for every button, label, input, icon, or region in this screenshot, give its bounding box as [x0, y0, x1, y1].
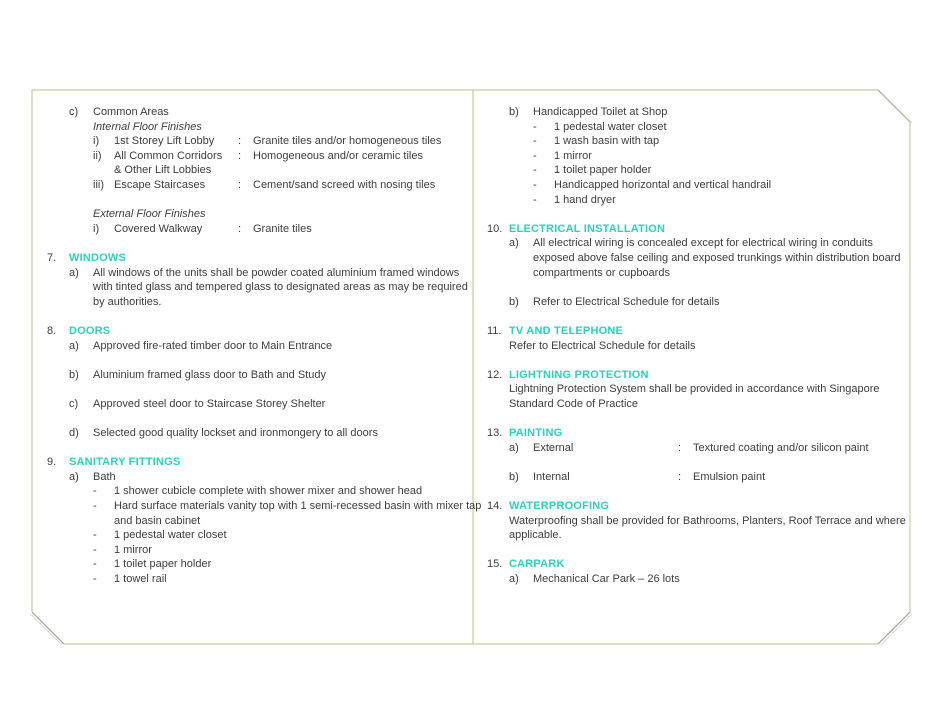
- line-text: 1 toilet paper holder: [554, 164, 652, 177]
- line-text: Bath: [93, 470, 116, 483]
- list-item: [487, 295, 911, 310]
- spec-value: Emulsion paint: [693, 470, 766, 483]
- list-item: [487, 236, 911, 251]
- line-text: 1 pedestal water closet: [114, 529, 227, 542]
- spec-value: Textured coating and/or silicon paint: [693, 441, 869, 454]
- section-title: WINDOWS: [69, 251, 127, 264]
- doc-line: [487, 397, 911, 412]
- section-title: PAINTING: [509, 427, 563, 440]
- doc-line: [47, 163, 471, 178]
- line-text: Internal Floor Finishes: [93, 120, 202, 133]
- line-text: All windows of the units shall be powder coated aluminium framed windows: [93, 266, 460, 279]
- list-item: [487, 120, 911, 135]
- line-text: Standard Code of Practice: [509, 397, 639, 410]
- line-text: Lightning Protection System shall be provided in accordance with Singapore: [509, 383, 880, 396]
- list-item: [47, 484, 471, 499]
- section-number: 15.: [487, 558, 503, 571]
- section-title: DOORS: [69, 324, 111, 337]
- list-item: [47, 266, 471, 281]
- item-marker: iii): [93, 178, 104, 191]
- line-text: Handicapped Toilet at Shop: [533, 106, 668, 118]
- section-heading: [47, 251, 471, 266]
- line-text: by authorities.: [93, 295, 162, 308]
- section-heading: [487, 368, 911, 383]
- list-item: [47, 543, 471, 558]
- list-item: [47, 105, 471, 120]
- blank-line: [47, 441, 471, 456]
- corner-cut-bottom-left: [32, 612, 64, 644]
- spec-label: Covered Walkway: [114, 222, 203, 235]
- section-title: WATERPROOFING: [509, 500, 610, 513]
- list-item: [47, 557, 471, 572]
- item-marker: i): [93, 135, 100, 148]
- dash-marker: -: [533, 120, 537, 133]
- blank-line: [487, 455, 911, 470]
- line-text: Refer to Electrical Schedule for details: [533, 295, 720, 308]
- line-text: exposed above false ceiling and exposed trunkings within distribution board: [533, 251, 901, 264]
- dash-marker: -: [533, 164, 537, 177]
- doc-line: [487, 528, 911, 543]
- dash-marker: -: [533, 135, 537, 148]
- line-text: 1 pedestal water closet: [554, 120, 667, 133]
- spec-line: [47, 134, 471, 149]
- doc-line: [487, 339, 911, 354]
- right-column: [487, 105, 911, 587]
- list-item: [47, 339, 471, 354]
- doc-line: [487, 266, 911, 281]
- doc-line: [487, 514, 911, 529]
- spec-colon: :: [678, 441, 682, 454]
- blank-line: [47, 309, 471, 324]
- spec-value: Homogeneous and/or ceramic tiles: [253, 149, 423, 162]
- line-text: Refer to Electrical Schedule for details: [509, 339, 696, 352]
- item-marker: a): [509, 237, 519, 250]
- dash-marker: -: [93, 558, 97, 571]
- list-item: [487, 178, 911, 193]
- section-number: 8.: [47, 324, 57, 337]
- list-item: [47, 426, 471, 441]
- line-text: Selected good quality lockset and ironmongery to all doors: [93, 427, 378, 440]
- item-marker: d): [69, 427, 79, 440]
- list-item: [487, 193, 911, 208]
- section-number: 9.: [47, 456, 57, 469]
- blank-line: [487, 543, 911, 558]
- item-marker: ii): [93, 149, 102, 162]
- line-text: with tinted glass and tempered glass to designated areas as may be required: [93, 281, 468, 294]
- section-heading: [487, 499, 911, 514]
- left-column: [47, 105, 482, 587]
- line-text: All electrical wiring is concealed except for electrical wiring in conduits: [533, 237, 873, 250]
- dash-marker: -: [93, 500, 97, 513]
- item-marker: b): [69, 368, 79, 381]
- spec-label: 1st Storey Lift Lobby: [114, 135, 215, 148]
- blank-line: [487, 411, 911, 426]
- line-text: Waterproofing shall be provided for Bathrooms, Planters, Roof Terrace and where: [509, 514, 906, 527]
- spec-colon: :: [238, 178, 242, 191]
- item-marker: a): [69, 266, 79, 279]
- dash-marker: -: [533, 178, 537, 191]
- corner-cut-shadow-bottom-right: [881, 614, 912, 645]
- blank-line: [487, 353, 911, 368]
- item-marker: a): [69, 339, 79, 352]
- spec-colon: :: [238, 149, 242, 162]
- section-number: 10.: [487, 222, 503, 235]
- spec-label: Internal: [533, 470, 570, 483]
- section-title: ELECTRICAL INSTALLATION: [509, 222, 666, 235]
- doc-line: [47, 280, 471, 295]
- line-text: Common Areas: [93, 106, 169, 118]
- item-marker: b): [509, 295, 519, 308]
- spec-line: [47, 178, 471, 193]
- line-text: 1 toilet paper holder: [114, 558, 212, 571]
- item-marker: a): [69, 470, 79, 483]
- spec-colon: :: [678, 470, 682, 483]
- list-item: [487, 572, 911, 587]
- line-text: 1 mirror: [114, 543, 152, 556]
- item-marker: i): [93, 222, 100, 235]
- line-text: 1 towel rail: [114, 573, 167, 585]
- dash-marker: -: [93, 529, 97, 542]
- item-marker: a): [509, 441, 519, 454]
- section-heading: [487, 426, 911, 441]
- section-heading: [47, 324, 471, 339]
- spec-value: Granite tiles: [253, 222, 312, 235]
- spec-label: Escape Staircases: [114, 178, 206, 191]
- doc-line: [487, 382, 911, 397]
- dash-marker: -: [93, 485, 97, 498]
- list-item: [47, 470, 471, 485]
- blank-line: [47, 353, 471, 368]
- line-text: External Floor Finishes: [93, 208, 206, 221]
- item-marker: a): [509, 573, 519, 585]
- blank-line: [47, 411, 471, 426]
- list-item: [47, 528, 471, 543]
- blank-line: [487, 309, 911, 324]
- line-text: Approved fire-rated timber door to Main Entrance: [93, 339, 333, 352]
- list-item: [487, 149, 911, 164]
- list-item: [487, 134, 911, 149]
- list-item: [487, 105, 911, 120]
- line-text: 1 hand dryer: [554, 193, 616, 206]
- spec-label: External: [533, 441, 574, 454]
- line-text: Approved steel door to Staircase Storey Shelter: [93, 397, 326, 410]
- item-marker: c): [69, 106, 79, 118]
- list-item: [47, 368, 471, 383]
- spec-label: All Common Corridors: [114, 149, 223, 162]
- blank-line: [487, 280, 911, 295]
- section-title: CARPARK: [509, 558, 565, 571]
- spec-line: [47, 222, 471, 237]
- section-heading: [487, 557, 911, 572]
- section-title: LIGHTNING PROTECTION: [509, 368, 649, 381]
- line-text: 1 shower cubicle complete with shower mixer and shower head: [114, 485, 423, 498]
- line-text: Handicapped horizontal and vertical handrail: [554, 178, 772, 191]
- corner-cut-shadow-bottom-left: [30, 614, 62, 645]
- section-number: 11.: [487, 324, 502, 337]
- item-marker: b): [509, 106, 519, 118]
- spec-line: [47, 149, 471, 164]
- item-marker: b): [509, 470, 519, 483]
- blank-line: [47, 382, 471, 397]
- section-title: TV AND TELEPHONE: [509, 324, 624, 337]
- doc-line: [47, 120, 471, 135]
- doc-line: [487, 251, 911, 266]
- section-title: SANITARY FITTINGS: [69, 456, 181, 469]
- spec-line: [487, 441, 911, 456]
- blank-line: [487, 484, 911, 499]
- section-heading: [487, 222, 911, 237]
- dash-marker: -: [533, 193, 537, 206]
- line-text: Mechanical Car Park – 26 lots: [533, 573, 680, 585]
- line-text: applicable.: [509, 529, 562, 542]
- blank-line: [47, 193, 471, 208]
- dash-marker: -: [533, 149, 537, 162]
- list-item: [487, 163, 911, 178]
- line-text: Aluminium framed glass door to Bath and Study: [93, 368, 326, 381]
- dash-marker: -: [93, 543, 97, 556]
- item-marker: c): [69, 397, 79, 410]
- section-number: 14.: [487, 500, 503, 513]
- spec-colon: :: [238, 222, 242, 235]
- section-number: 7.: [47, 251, 57, 264]
- section-heading: [487, 324, 911, 339]
- doc-line: [47, 295, 471, 310]
- corner-cut-bottom-right: [878, 612, 910, 644]
- list-item: [47, 572, 471, 587]
- list-item: [47, 397, 471, 412]
- spec-value: Cement/sand screed with nosing tiles: [253, 178, 436, 191]
- line-text: 1 mirror: [554, 149, 592, 162]
- line-text: Hard surface materials vanity top with 1 semi-recessed basin with mixer tap: [114, 500, 482, 513]
- section-number: 12.: [487, 368, 503, 381]
- line-text: compartments or cupboards: [533, 266, 670, 279]
- spec-colon: :: [238, 135, 242, 148]
- section-heading: [47, 455, 471, 470]
- doc-line: [47, 207, 471, 222]
- blank-line: [47, 236, 471, 251]
- line-text: and basin cabinet: [114, 514, 201, 527]
- line-text: & Other Lift Lobbies: [114, 164, 212, 177]
- line-text: 1 wash basin with tap: [554, 135, 660, 148]
- section-number: 13.: [487, 427, 503, 440]
- spec-value: Granite tiles and/or homogeneous tiles: [253, 135, 442, 148]
- dash-marker: -: [93, 573, 97, 585]
- blank-line: [487, 207, 911, 222]
- spec-line: [487, 470, 911, 485]
- list-item: [47, 499, 482, 514]
- doc-line: [47, 514, 471, 529]
